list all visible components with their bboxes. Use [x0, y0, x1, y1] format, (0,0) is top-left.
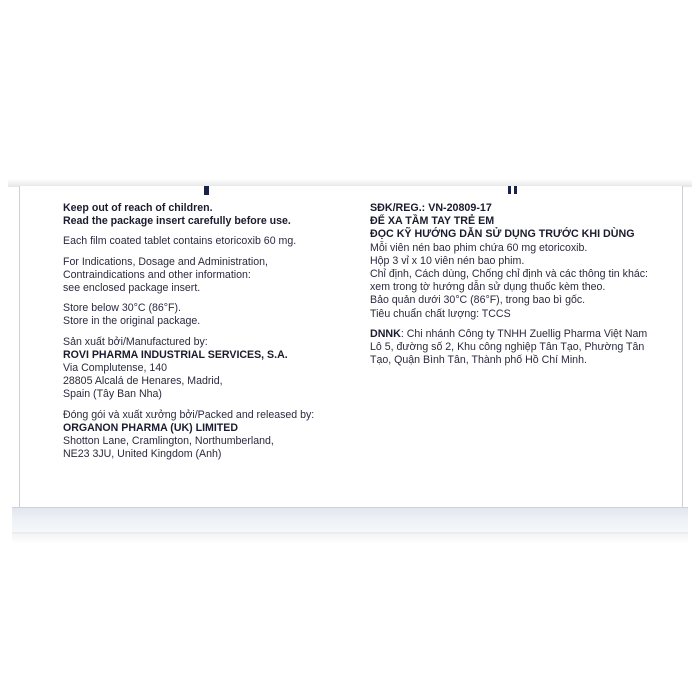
keep-out-of-reach-text: Keep out of reach of children. — [63, 202, 213, 214]
warning-block — [63, 202, 353, 228]
storage-vn: Bảo quản dưới 30°C (86°F), trong bao bì gốc. — [370, 294, 586, 307]
box-bottom-flap — [12, 507, 688, 534]
read-insert-text: Read the package insert carefully before use. — [63, 215, 291, 228]
importer-name: : Chi nhánh Công ty TNHH Zuellig Pharma Việt Nam — [400, 327, 648, 340]
read-insert-vn: ĐỌC KỸ HƯỚNG DẪN SỬ DỤNG TRƯỚC KHI DÙNG — [370, 228, 635, 241]
vietnamese-label-column — [370, 202, 660, 367]
manufacturer-block: Sản xuất bởi/Manufactured by: ROVI PHARMA INDUSTRIAL SERVICES, S.A. Via Complutense, 140 28805 Alcalá de Henares, Madrid, Spain (Tây Ban Nha) — [63, 336, 353, 402]
registration-number: SĐK/REG.: VN-20809-17 — [370, 202, 492, 214]
manufacturer-label: Sản xuất bởi/Manufactured by: — [63, 335, 208, 348]
composition-text: Each film coated tablet contains etoricoxib 60 mg. — [63, 235, 297, 248]
packager-name: ORGANON PHARMA (UK) LIMITED — [63, 421, 238, 434]
pack-size-vn: Hộp 3 vỉ x 10 viên nén bao phim. — [370, 254, 525, 267]
packager-label: Đóng gói và xuất xưởng bởi/Packed and released by: — [63, 408, 315, 421]
print-mark-right-2 — [514, 186, 517, 194]
importer-block — [370, 328, 660, 368]
storage-block: Store below 30°C (86°F). Store in the original package. — [63, 302, 201, 328]
keep-away-children-vn: ĐỂ XA TẦM TAY TRẺ EM — [370, 215, 495, 228]
box-flap-shadow — [12, 532, 688, 544]
importer-address: Lô 5, đường số 2, Khu công nghiệp Tân Tạo, Phường Tân Tạo, Quận Bình Tân, Thành phố Hồ Chí Minh. — [370, 341, 645, 367]
packager-block: Đóng gói và xuất xưởng bởi/Packed and released by: ORGANON PHARMA (UK) LIMITED Shotton Lane, Cramlington, Northumberland, NE23 3JU, United Kingdom (Anh) — [63, 409, 353, 462]
quality-standard-vn: Tiêu chuẩn chất lượng: TCCS — [370, 307, 511, 320]
english-label-column — [63, 202, 353, 461]
print-mark-right-1 — [508, 186, 511, 194]
indications-block: For Indications, Dosage and Administration, Contraindications and other information: see enclosed package insert. — [63, 255, 268, 295]
indications-vn: Chỉ định, Cách dùng, Chống chỉ định và các thông tin khác: xem trong tờ hướng dẫn sử dụng thuốc kèm theo. — [370, 268, 648, 294]
composition-vn: Mỗi viên nén bao phim chứa 60 mg etoricoxib. — [370, 241, 588, 254]
manufacturer-name: ROVI PHARMA INDUSTRIAL SERVICES, S.A. — [63, 348, 288, 361]
print-mark-left — [204, 186, 209, 195]
importer-label: DNNK — [370, 327, 401, 340]
